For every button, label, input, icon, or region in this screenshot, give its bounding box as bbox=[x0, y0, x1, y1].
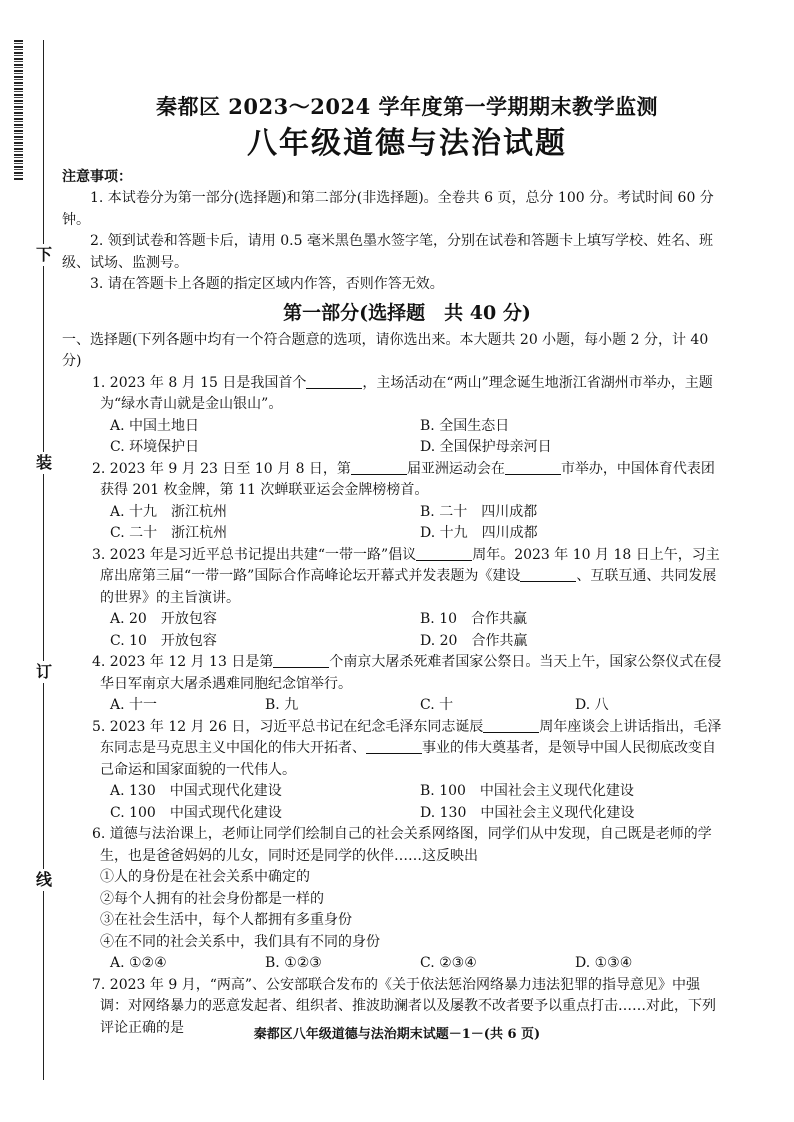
answer-blank bbox=[273, 653, 329, 668]
question-item bbox=[62, 545, 722, 653]
question-text: 市举办，中国体育代表团获得 201 枚金牌，第 11 次蝉联亚运会金牌榜榜首。 bbox=[100, 460, 715, 498]
notice-item: 2. 领到试卷和答题卡后，请用 0.5 毫米黑色墨水签字笔，分别在试卷和答题卡上填写学校、姓名、班级、试场、监测号。 bbox=[62, 233, 713, 271]
question-stem bbox=[92, 652, 722, 695]
answer-blank bbox=[351, 460, 407, 475]
binding-line bbox=[43, 40, 44, 1080]
option-a: A. 20 开放包容 bbox=[110, 611, 217, 627]
question-stem bbox=[92, 824, 722, 867]
question-stem bbox=[92, 373, 722, 416]
notice-heading: 注意事项： bbox=[62, 169, 132, 185]
part-heading: 第一部分(选择题 共 40 分) bbox=[283, 301, 531, 324]
question-text: 周年。2023 年 10 月 18 日上午，习主席出席第三届“一带一路”国际合作高峰论坛开幕式并发表题为《建设 bbox=[100, 546, 720, 584]
question-text: 6. 道德与法治课上，老师让同学们绘制自己的社会关系网络图，同学们从中发现，自己既是老师的学生，也是爸爸妈妈的儿女，同时还是同学的伙伴……这反映出 bbox=[92, 826, 712, 864]
question-text: 届亚洲运动会在 bbox=[406, 460, 505, 477]
option-b: B. 九 bbox=[265, 697, 299, 713]
answer-blank bbox=[416, 546, 472, 561]
option-c: C. 环境保护日 bbox=[110, 439, 200, 455]
option-b: B. 10 合作共赢 bbox=[420, 611, 528, 627]
question-item bbox=[62, 459, 722, 545]
exam-title: 秦都区 2023～2024 学年度第一学期期末教学监测 bbox=[155, 94, 658, 119]
question-stem bbox=[92, 545, 722, 610]
option-d: D. 130 中国社会主义现代化建设 bbox=[420, 804, 635, 821]
option-a: A. 中国土地日 bbox=[110, 417, 200, 434]
answer-blank bbox=[505, 460, 561, 475]
statement-item: ②每个人拥有的社会身份都是一样的 bbox=[100, 890, 324, 907]
question-text: 3. 2023 年是习近平总书记提出共建“一带一路”倡议 bbox=[92, 546, 417, 563]
options-group bbox=[92, 781, 722, 824]
option-d: D. 全国保护母亲河日 bbox=[420, 439, 552, 455]
question-text: 事业的伟大奠基者，是领导中国人民彻底改变自己命运和国家面貌的一代伟人。 bbox=[100, 740, 716, 778]
option-b: B. ①②③ bbox=[265, 955, 322, 971]
answer-blank bbox=[483, 718, 539, 733]
options-group bbox=[92, 695, 722, 717]
barcode bbox=[14, 40, 23, 180]
question-item bbox=[62, 824, 722, 975]
question-item bbox=[62, 373, 722, 459]
options-group bbox=[92, 609, 722, 652]
exam-subject-title: 八年级道德与法治试题 bbox=[247, 126, 567, 161]
notice-item: 3. 请在答题卡上各题的指定区域内作答，否则作答无效。 bbox=[90, 276, 444, 292]
question-text: 1. 2023 年 8 月 15 日是我国首个 bbox=[92, 374, 307, 391]
options-group bbox=[92, 502, 722, 545]
question-list bbox=[62, 373, 722, 1040]
answer-blank bbox=[520, 567, 576, 582]
option-a: A. 十九 浙江杭州 bbox=[110, 503, 228, 520]
question-text: 2. 2023 年 9 月 23 日至 10 月 8 日，第 bbox=[92, 460, 351, 477]
option-c: C. 10 开放包容 bbox=[110, 632, 217, 649]
question-item bbox=[62, 652, 722, 717]
notice-item: 1. 本试卷分为第一部分(选择题)和第二部分(非选择题)。全卷共 6 页，总分 100 分。考试时间 60 分钟。 bbox=[62, 190, 714, 228]
option-b: B. 100 中国社会主义现代化建设 bbox=[420, 783, 634, 799]
option-c: C. 十 bbox=[420, 697, 454, 713]
option-a: A. ①②④ bbox=[110, 955, 167, 971]
question-text: 7. 2023 年 9 月，“两高”、公安部联合发布的《关于依法惩治网络暴力违法犯罪的指导意见》中强调：对网络暴力的恶意发起者、组织者、推波助澜者以及屡教不改者要予以重点打击……对此，下列评论正确的是 bbox=[92, 976, 716, 1036]
option-a: A. 十一 bbox=[110, 697, 158, 713]
options-group bbox=[92, 953, 722, 975]
question-text: ，主场活动在“两山”理念诞生地浙江省湖州市举办，主题为“绿水青山就是金山银山”。 bbox=[100, 374, 713, 412]
option-c: C. 100 中国式现代化建设 bbox=[110, 804, 282, 821]
question-item bbox=[62, 717, 722, 825]
option-b: B. 二十 四川成都 bbox=[420, 503, 538, 520]
answer-blank bbox=[306, 374, 362, 389]
statement-item: ①人的身份是在社会关系中确定的 bbox=[100, 869, 310, 885]
option-c: C. 二十 浙江杭州 bbox=[110, 525, 228, 541]
statement-item: ④在不同的社会关系中，我们具有不同的身份 bbox=[100, 933, 380, 950]
option-a: A. 130 中国式现代化建设 bbox=[110, 783, 282, 799]
exam-content bbox=[62, 92, 722, 1039]
binding-char-zhuang: 装 bbox=[35, 453, 52, 472]
question-text: 5. 2023 年 12 月 26 日，习近平总书记在纪念毛泽东同志诞辰 bbox=[92, 718, 484, 735]
option-c: C. ②③④ bbox=[420, 955, 477, 971]
question-stem bbox=[92, 717, 722, 782]
question-text: 周年座谈会上讲话指出，毛泽东同志是马克思主义中国化的伟大开拓者、 bbox=[100, 718, 722, 756]
statement-item: ③在社会生活中，每个人都拥有多重身份 bbox=[100, 912, 352, 928]
section-intro: 一、选择题(下列各题中均有一个符合题意的选项，请你选出来。本大题共 20 小题，每小题 2 分，计 40 分) bbox=[62, 331, 709, 369]
page-footer: 秦都区八年级道德与法治期末试题－1－(共 6 页) bbox=[253, 1027, 541, 1042]
options-group bbox=[92, 416, 722, 459]
option-d: D. 八 bbox=[575, 697, 609, 713]
option-d: D. 十九 四川成都 bbox=[420, 525, 538, 541]
binding-char-xia: 下 bbox=[35, 245, 52, 264]
question-text: 4. 2023 年 12 月 13 日是第 bbox=[92, 654, 274, 670]
option-d: D. ①③④ bbox=[575, 955, 633, 971]
answer-blank bbox=[366, 739, 422, 754]
option-d: D. 20 合作共赢 bbox=[420, 632, 528, 649]
question-text: 个南京大屠杀死难者国家公祭日。当天上午，国家公祭仪式在侵华日军南京大屠杀遇难同胞纪念馆举行。 bbox=[100, 654, 722, 692]
question-text: 、互联互通、共同发展的世界》的主旨演讲。 bbox=[100, 568, 717, 606]
option-b: B. 全国生态日 bbox=[420, 417, 510, 434]
binding-char-xian: 线 bbox=[35, 870, 52, 889]
question-stem bbox=[92, 459, 722, 502]
binding-char-ding: 订 bbox=[35, 662, 52, 681]
